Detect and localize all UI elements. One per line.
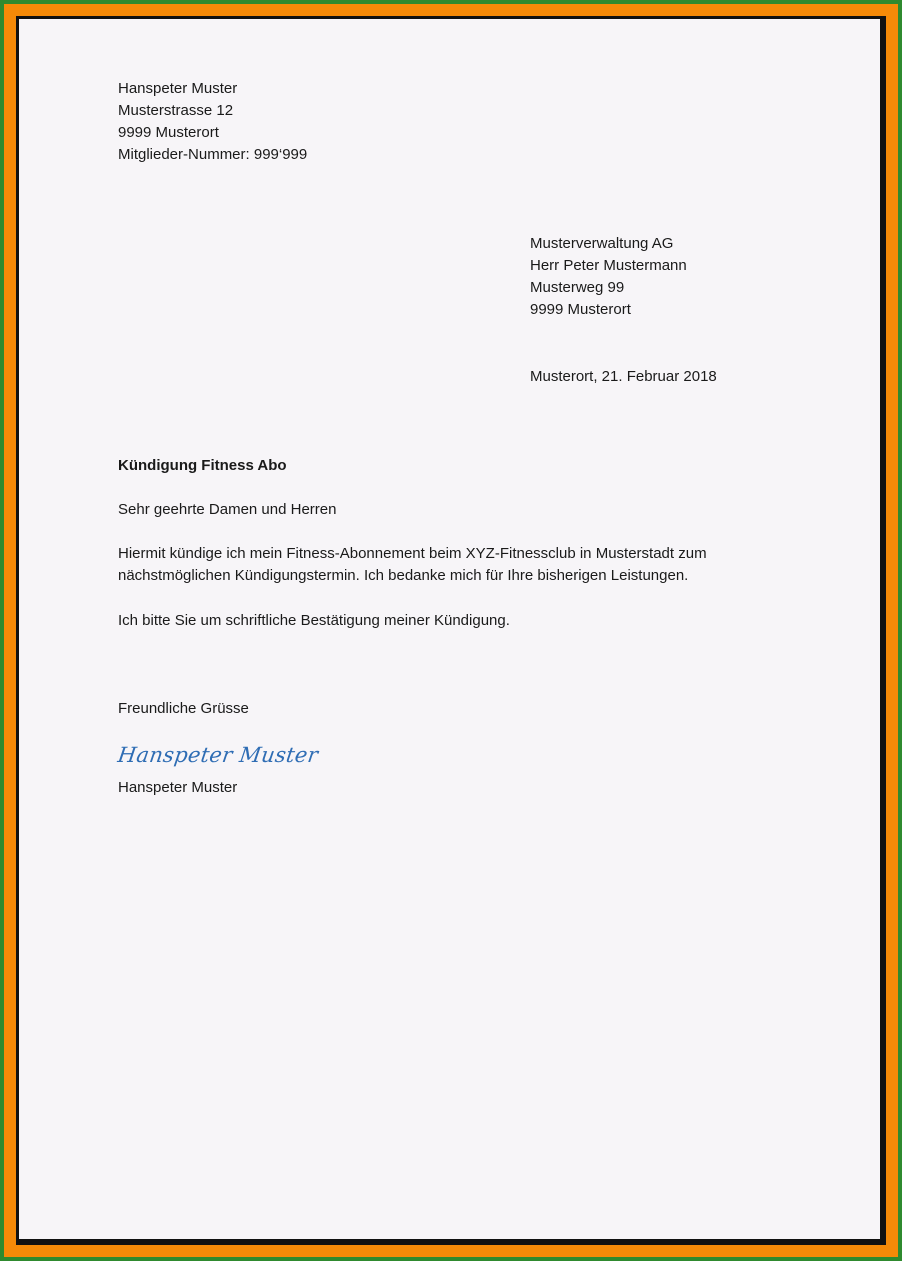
closing: Freundliche Grüsse (118, 700, 249, 717)
signature-name: Hanspeter Muster (118, 779, 238, 796)
body-paragraph-1-line-1: Hiermit kündige ich mein Fitness-Abonnement beim XYZ-Fitnessclub in Musterstadt zum (118, 545, 707, 562)
body-paragraph-1-line-2: nächstmöglichen Kündigungstermin. Ich bedanke mich für Ihre bisherigen Leistungen. (118, 567, 689, 584)
date-line: Musterort, 21. Februar 2018 (530, 368, 717, 385)
sender-city: 9999 Musterort (118, 124, 219, 141)
letter-subject: Kündigung Fitness Abo (118, 457, 287, 474)
sender-member-number: Mitglieder-Nummer: 999‘999 (118, 146, 308, 163)
body-paragraph-2: Ich bitte Sie um schriftliche Bestätigung meiner Kündigung. (118, 612, 510, 629)
recipient-company: Musterverwaltung AG (530, 235, 674, 252)
recipient-street: Musterweg 99 (530, 279, 625, 296)
sender-street: Musterstrasse 12 (118, 102, 234, 119)
handwritten-signature: Hanspeter Muster (116, 743, 320, 767)
salutation: Sehr geehrte Damen und Herren (118, 501, 337, 518)
recipient-city: 9999 Musterort (530, 301, 631, 318)
recipient-contact: Herr Peter Mustermann (530, 257, 687, 274)
sender-name: Hanspeter Muster (118, 80, 238, 97)
